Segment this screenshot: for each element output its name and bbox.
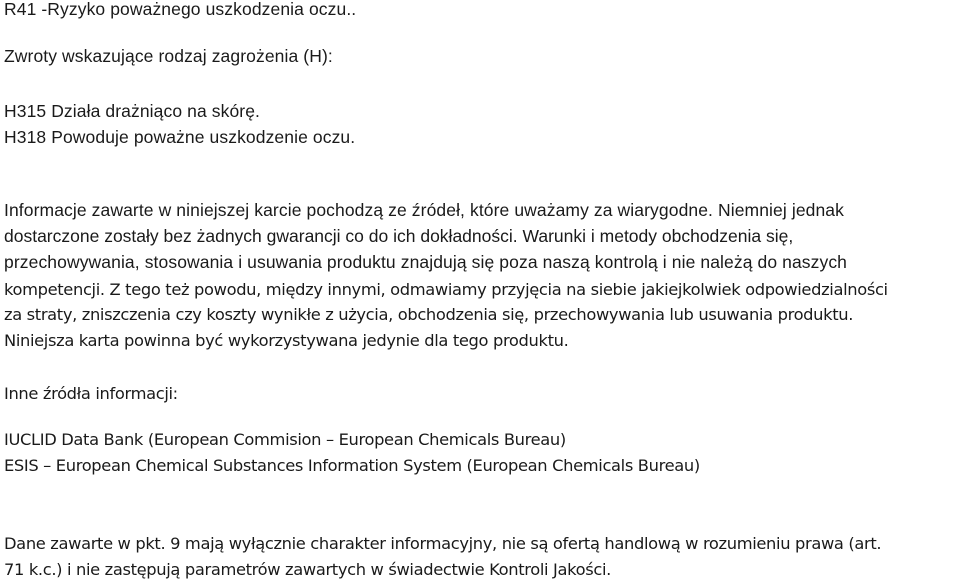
disclaimer-text: Warunki i metody obchodzenia się,: [517, 226, 794, 246]
disclaimer-line: Informacje zawarte w niniejszej karcie pochodzą ze źródeł, które uważamy za wiarygodne. Niemniej jednak: [4, 200, 844, 220]
disclaimer-text: kompetencji.: [4, 280, 105, 299]
data-note-line: 71 k.c.) i nie zastępują parametrów zawartych w świadectwie Kontroli Jakości.: [4, 560, 611, 579]
disclaimer-line: [4, 276, 888, 303]
other-sources-heading: Inne źródła informacji:: [4, 384, 178, 403]
disclaimer-line: Niniejsza karta powinna być wykorzystywana jedynie dla tego produktu.: [4, 331, 569, 350]
disclaimer-text: dostarczone zostały bez żadnych gwarancji co do ich dokładności.: [4, 226, 518, 246]
source-item: IUCLID Data Bank (European Commision – European Chemicals Bureau): [4, 430, 566, 449]
risk-phrase: R41 -Ryzyko poważnego uszkodzenia oczu..: [4, 0, 357, 19]
hazard-statement: H318 Powoduje poważne uszkodzenie oczu.: [4, 127, 356, 147]
disclaimer-line: [4, 223, 793, 249]
hazard-statement: H315 Działa drażniąco na skórę.: [4, 101, 261, 121]
data-note-line: Dane zawarte w pkt. 9 mają wyłącznie charakter informacyjny, nie są ofertą handlową w rozumieniu prawa (art.: [4, 534, 882, 553]
disclaimer-line: przechowywania, stosowania i usuwania produktu znajdują się poza naszą kontrolą i nie należą do naszych: [4, 252, 848, 272]
disclaimer-line: za straty, zniszczenia czy koszty wynikłe z użycia, obchodzenia się, przechowywania lub usuwania produktu.: [4, 305, 854, 324]
hazard-heading: Zwroty wskazujące rodzaj zagrożenia (H):: [4, 46, 333, 66]
disclaimer-text: Z tego też powodu, między innymi, odmawiamy przyjęcia na siebie jakiejkolwiek odpowiedzialności: [104, 280, 888, 299]
source-item: ESIS – European Chemical Substances Information System (European Chemicals Bureau): [4, 456, 700, 475]
